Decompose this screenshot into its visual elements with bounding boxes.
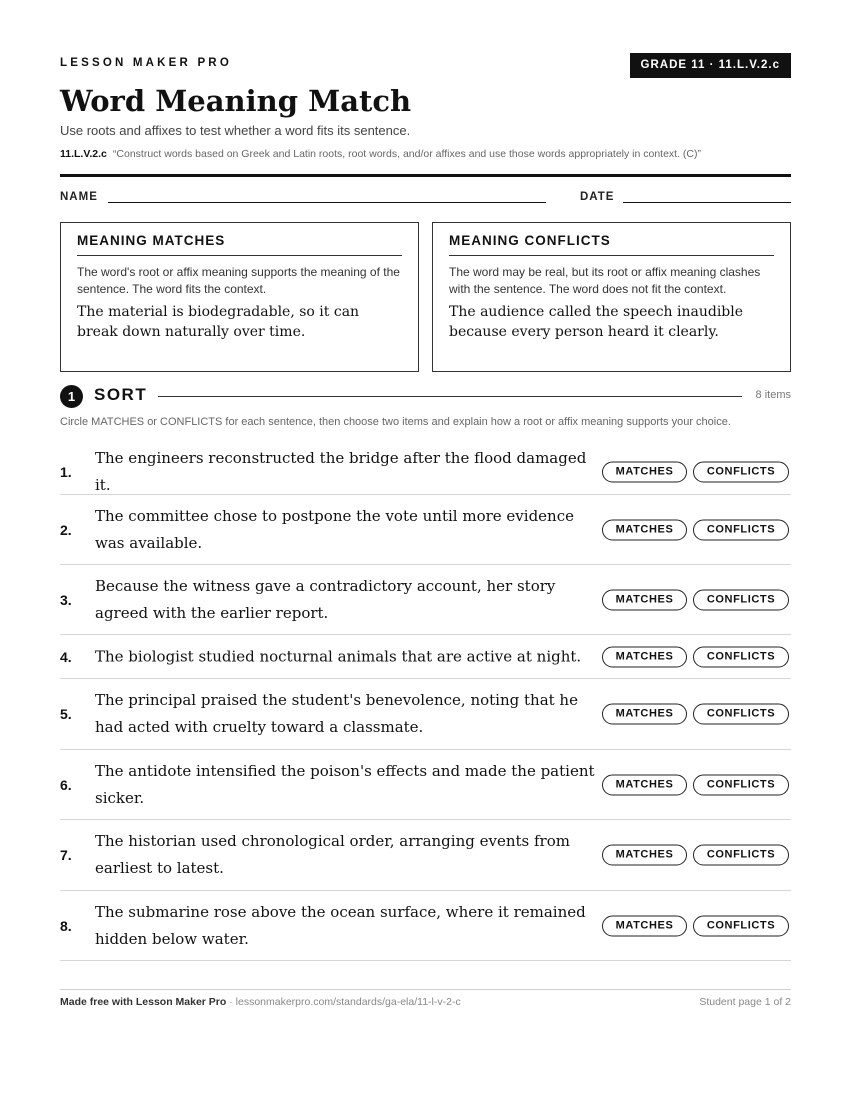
conflicts-option[interactable]: CONFLICTS [693, 774, 789, 795]
page-subtitle: Use roots and affixes to test whether a word fits its sentence. [60, 123, 411, 138]
matches-option[interactable]: MATCHES [602, 774, 687, 795]
conflicts-option[interactable]: CONFLICTS [693, 915, 789, 936]
item-number: 3. [60, 591, 72, 608]
list-item [60, 750, 791, 820]
box-example: The audience called the speech inaudible because every person heard it clearly. [449, 304, 744, 340]
item-number: 7. [60, 847, 72, 863]
date-field[interactable] [623, 202, 791, 203]
matches-option[interactable]: MATCHES [602, 845, 687, 866]
page-indicator: Student page 1 of 2 [699, 996, 791, 1008]
box-heading: MEANING CONFLICTS [449, 233, 774, 256]
item-list [60, 450, 791, 961]
header-divider [60, 174, 791, 177]
section-divider [158, 396, 742, 397]
footer-divider [60, 989, 791, 990]
box-description: The word's root or affix meaning supports the meaning of the sentence. The word fits the context. [77, 265, 400, 296]
box-description: The word may be real, but its root or affix meaning clashes with the sentence. The word does not fit the context. [449, 265, 761, 296]
list-item [60, 565, 791, 635]
item-number: 8. [60, 917, 72, 934]
item-number: 4. [60, 648, 72, 665]
item-sentence: Because the witness gave a contradictory account, her story agreed with the earlier report. [95, 576, 556, 622]
footer-url[interactable]: · lessonmakerpro.com/standards/ga-ela/11-l-v-2-c [226, 996, 461, 1008]
item-sentence: The biologist studied nocturnal animals that are active at night. [95, 647, 582, 665]
standard-line [60, 148, 701, 160]
matches-option[interactable]: MATCHES [602, 646, 687, 667]
list-item [60, 820, 791, 891]
name-field[interactable] [108, 202, 546, 203]
item-sentence: The submarine rose above the ocean surface, where it remained hidden below water. [95, 902, 586, 948]
conflicts-option[interactable]: CONFLICTS [693, 845, 789, 866]
list-item [60, 635, 791, 679]
item-sentence: The committee chose to postpone the vote until more evidence was available. [95, 506, 574, 552]
matches-option[interactable]: MATCHES [602, 462, 687, 483]
list-item [60, 891, 791, 961]
box-example: The material is biodegradable, so it can break down naturally over time. [77, 304, 360, 340]
list-item [60, 495, 791, 565]
list-item [60, 679, 791, 750]
standard-text: “Construct words based on Greek and Latin roots, root words, and/or affixes and use those words appropriately in context. (C)” [112, 148, 702, 160]
section-title: SORT [94, 385, 148, 404]
name-label: NAME [60, 191, 98, 203]
footer-made-with: Made free with Lesson Maker Pro [60, 996, 227, 1008]
conflicts-option[interactable]: CONFLICTS [693, 704, 789, 725]
standard-code: 11.L.V.2.c [60, 148, 107, 160]
conflicts-option[interactable]: CONFLICTS [693, 589, 789, 610]
brand-name: LESSON MAKER PRO [60, 57, 232, 69]
list-item [60, 450, 791, 495]
item-number: 1. [60, 464, 72, 480]
item-number: 6. [60, 776, 72, 793]
matches-option[interactable]: MATCHES [602, 589, 687, 610]
grade-badge: GRADE 11 · 11.L.V.2.c [630, 53, 791, 78]
item-sentence: The principal praised the student's benevolence, noting that he had acted with cruelty toward a classmate. [95, 691, 578, 736]
matches-option[interactable]: MATCHES [602, 915, 687, 936]
conflicts-option[interactable]: CONFLICTS [693, 519, 789, 540]
item-sentence: The antidote intensified the poison's effects and made the patient sicker. [95, 761, 595, 807]
footer-credit [60, 996, 461, 1008]
item-sentence: The engineers reconstructed the bridge after the flood damaged it. [95, 449, 587, 494]
section-number: 1 [60, 385, 83, 408]
item-number: 5. [60, 706, 72, 722]
conflicts-option[interactable]: CONFLICTS [693, 462, 789, 483]
section-instructions: Circle MATCHES or CONFLICTS for each sentence, then choose two items and explain how a root or affix meaning supports your choice. [60, 416, 731, 428]
meaning-conflicts-box [432, 222, 791, 372]
page-title: Word Meaning Match [60, 84, 412, 118]
item-sentence: The historian used chronological order, arranging events from earliest to latest. [95, 832, 570, 877]
item-number: 2. [60, 521, 72, 538]
date-label: DATE [580, 191, 615, 203]
matches-option[interactable]: MATCHES [602, 704, 687, 725]
box-heading: MEANING MATCHES [77, 233, 402, 256]
conflicts-option[interactable]: CONFLICTS [693, 646, 789, 667]
item-count: 8 items [755, 389, 791, 401]
meaning-matches-box [60, 222, 419, 372]
matches-option[interactable]: MATCHES [602, 519, 687, 540]
